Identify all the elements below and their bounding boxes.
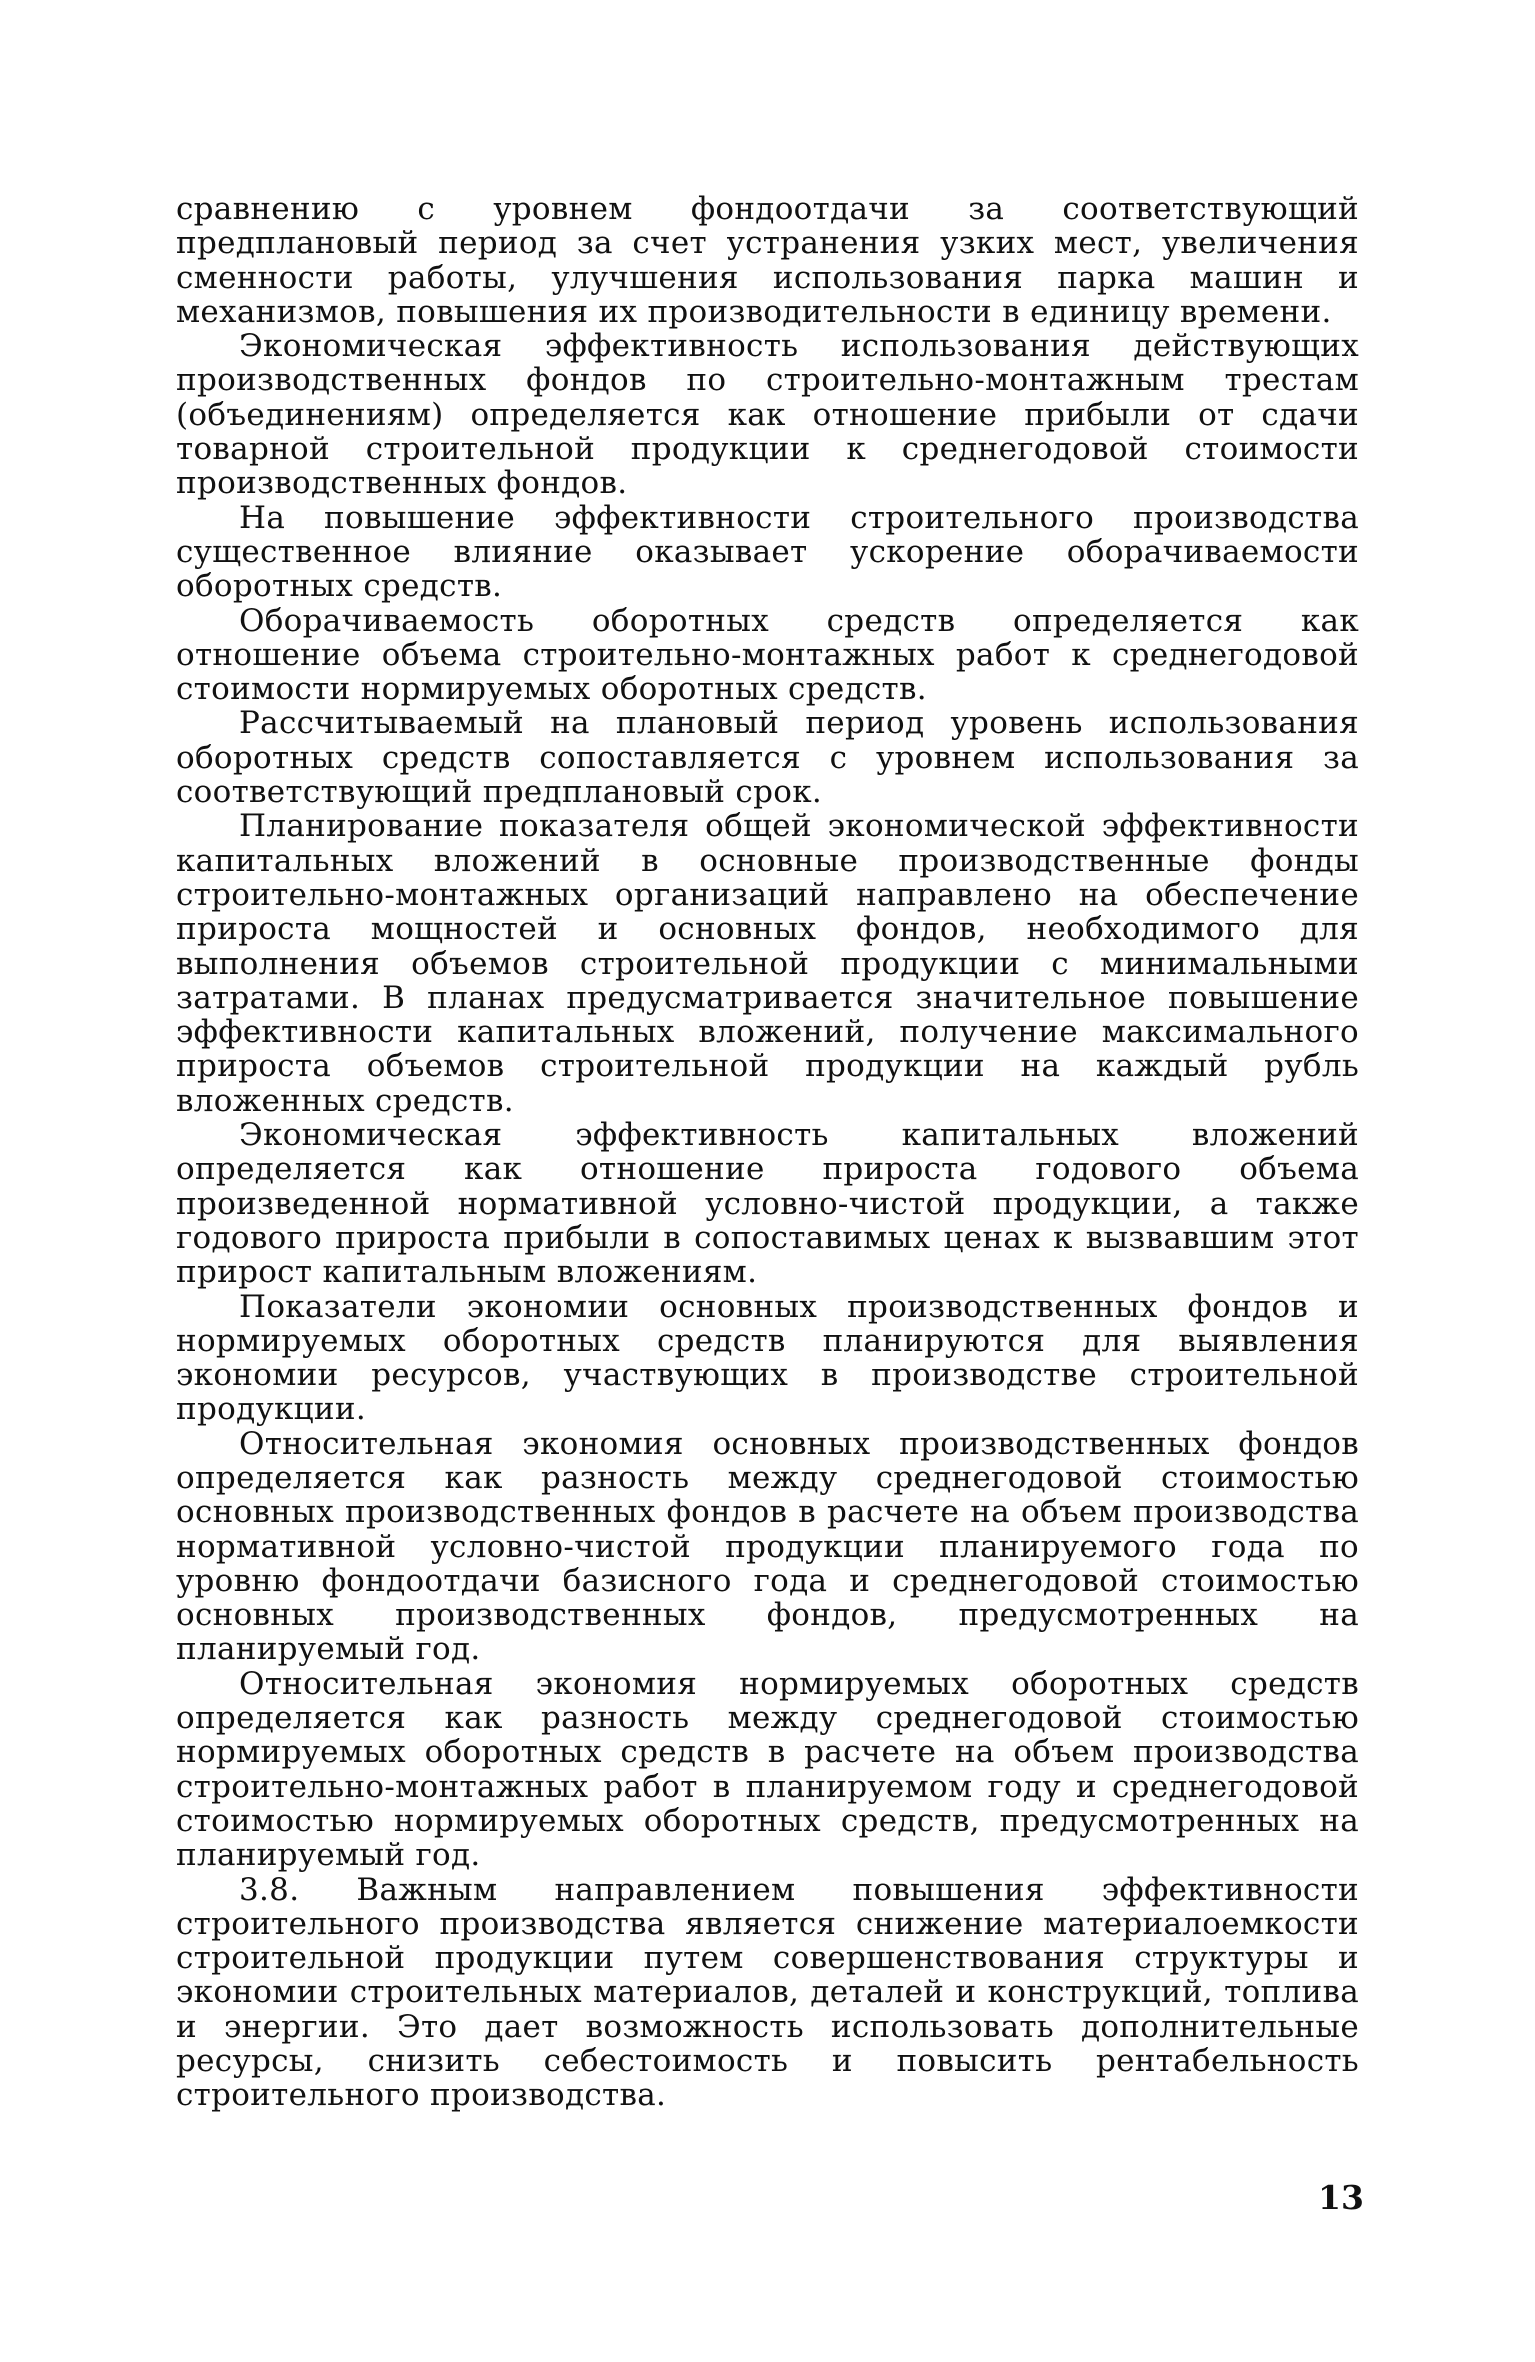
- body-text: [176, 192, 1359, 2113]
- paragraph-capital-efficiency-trusts: Экономическая эффективность использования действующих производственных фондов по строительно-монтажным трестам (объединениям) определяется как отношение прибыли от сдачи товарной строительной продукции к среднегодовой стоимости производственных фондов.: [176, 328, 1359, 502]
- paragraph-fixed-assets-savings: Относительная экономия основных производственных фондов определяется как разность между среднегодовой стоимостью основных производственных фондов в расчете на объем производства нормативной условно-чистой продукции планируемого года по уровню фондоотдачи базисного года и среднегодовой стоимостью основных производственных фондов, предусмотренных на планируемый год.: [176, 1425, 1359, 1668]
- paragraph-planned-usage-level: Рассчитываемый на плановый период уровень использования оборотных средств сопоставляется с уровнем использования за соответствующий предплановый срок.: [176, 705, 1359, 811]
- paragraph-continuation: сравнению с уровнем фондоотдачи за соответствующий предплановый период за счет устранения узких мест, увеличения сменности работы, улучшения использования парка машин и механизмов, повышения их производительности в единицу времени.: [176, 191, 1359, 330]
- paragraph-investment-planning: Планирование показателя общей экономической эффективности капитальных вложений в основные производственные фонды строительно-монтажных организаций направлено на обеспечение прироста мощностей и основных фондов, необходимого для выполнения объемов строительной продукции с минимальными затратами. В планах предусматривается значительное повышение эффективности капитальных вложений, получение максимального прироста объемов строительной продукции на каждый рубль вложенных средств.: [176, 808, 1359, 1119]
- paragraph-working-capital-turnover: На повышение эффективности строительного производства существенное влияние оказывает ускорение оборачиваемости оборотных средств.: [176, 499, 1359, 605]
- paragraph-section-3-8: 3.8. Важным направлением повышения эффективности строительного производства является снижение материалоемкости строительной продукции путем совершенствования структуры и экономии строительных материалов, деталей и конструкций, топлива и энергии. Это дает возможность использовать дополнительные ресурсы, снизить себестоимость и повысить рентабельность строительного производства.: [176, 1871, 1359, 2114]
- paragraph-turnover-definition: Оборачиваемость оборотных средств определяется как отношение объема строительно-монтажных работ к среднегодовой стоимости нормируемых оборотных средств.: [176, 602, 1359, 708]
- paragraph-savings-indicators: Показатели экономии основных производственных фондов и нормируемых оборотных средств планируются для выявления экономии ресурсов, участвующих в производстве строительной продукции.: [176, 1288, 1359, 1428]
- paragraph-investment-efficiency: Экономическая эффективность капитальных вложений определяется как отношение прироста годового объема произведенной нормативной условно-чистой продукции, а также годового прироста прибыли в сопоставимых ценах к вызвавшим этот прирост капитальным вложениям.: [176, 1117, 1359, 1291]
- paragraph-working-capital-savings: Относительная экономия нормируемых оборотных средств определяется как разность между среднегодовой стоимостью нормируемых оборотных средств в расчете на объем производства строительно-монтажных работ в планируемом году и среднегодовой стоимостью нормируемых оборотных средств, предусмотренных на планируемый год.: [176, 1665, 1359, 1874]
- page-number: 13: [1318, 2178, 1364, 2217]
